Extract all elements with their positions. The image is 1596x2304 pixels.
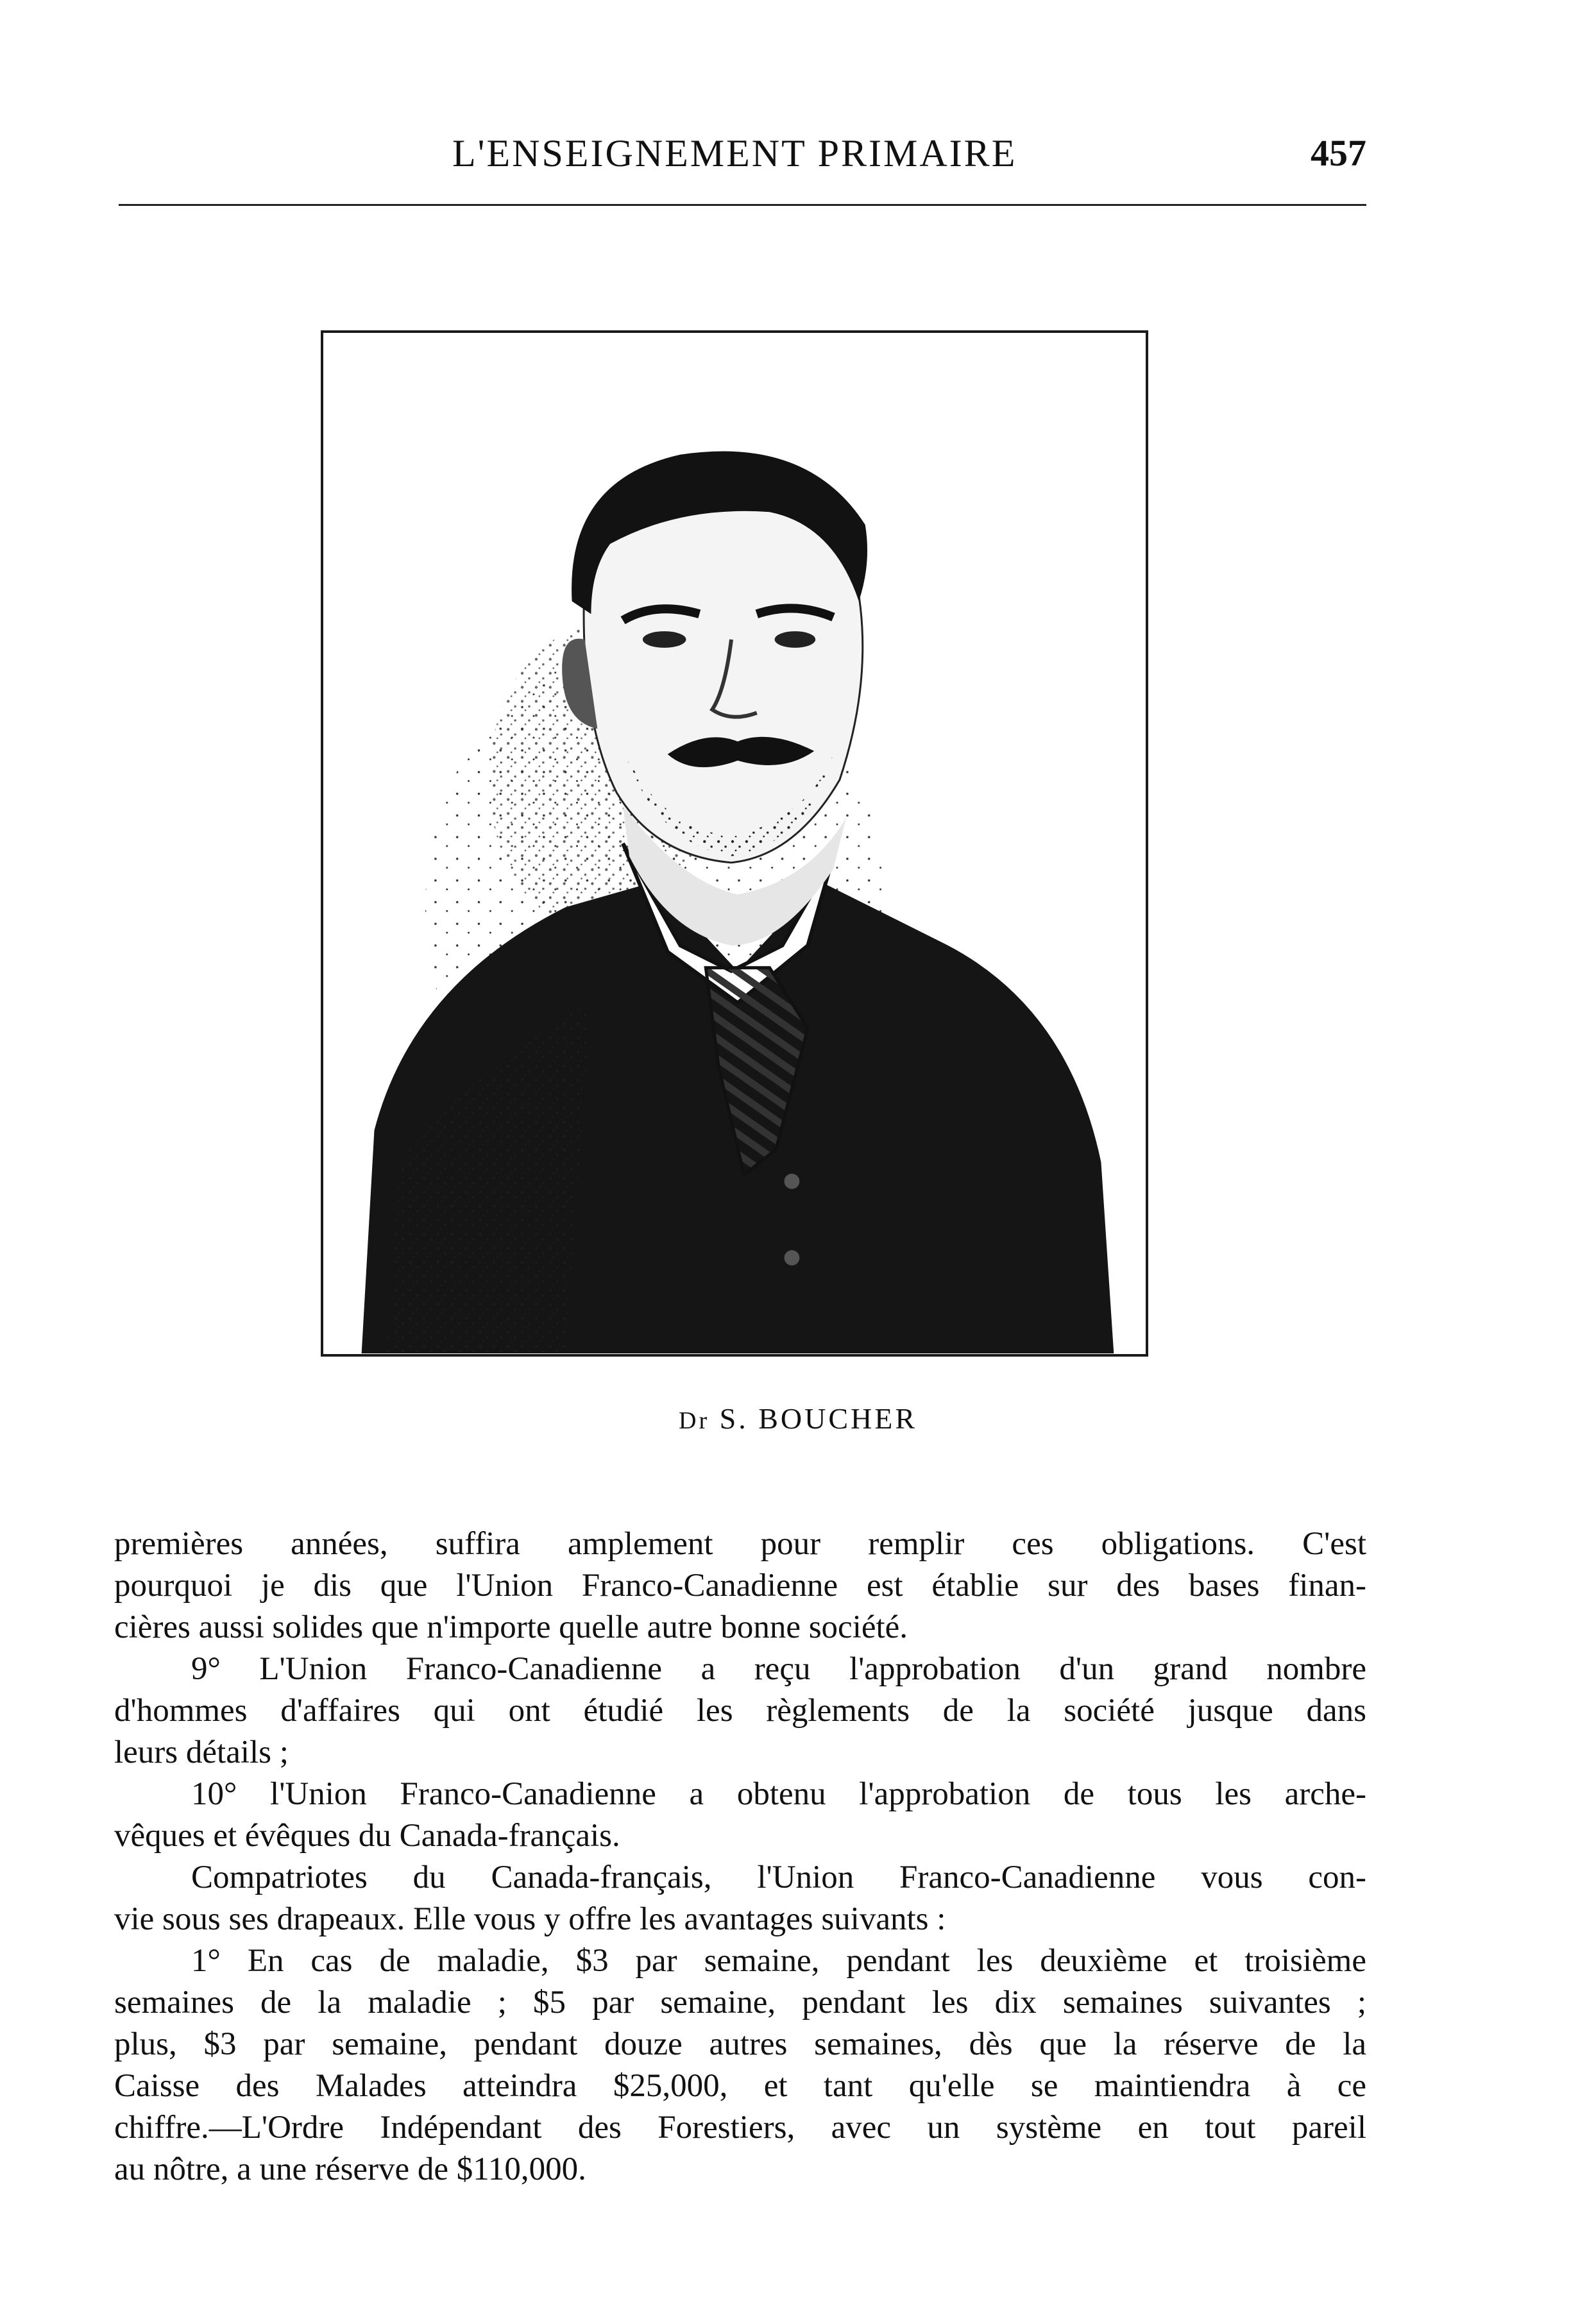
running-head <box>119 131 1366 183</box>
header-rule <box>119 204 1366 206</box>
text-line: 10° l'Union Franco-Canadienne a obtenu l'approbation de tous les arche- <box>191 1776 1366 1812</box>
text-line: au nôtre, a une réserve de $110,000. <box>114 2151 586 2187</box>
text-line: leurs détails ; <box>114 1734 289 1770</box>
text-line: pourquoi je dis que l'Union Franco-Canadienne est établie sur des bases finan- <box>114 1568 1366 1604</box>
text-line: 9° L'Union Franco-Canadienne a reçu l'approbation d'un grand nombre <box>191 1651 1366 1687</box>
text-line: premières années, suffira amplement pour remplir ces obligations. C'est <box>114 1526 1366 1562</box>
text-line: d'hommes d'affaires qui ont étudié les règlements de la société jusque dans <box>114 1693 1366 1729</box>
figure-caption <box>0 1402 1596 1436</box>
caption-name: S. BOUCHER <box>719 1402 917 1435</box>
body-text <box>114 1523 1366 2190</box>
text-line: plus, $3 par semaine, pendant douze autres semaines, dès que la réserve de la <box>114 2026 1366 2062</box>
caption-prefix: Dr <box>679 1407 710 1434</box>
text-line: vie sous ses drapeaux. Elle vous y offre les avantages suivants : <box>114 1901 946 1937</box>
portrait-illustration <box>323 333 1146 1354</box>
text-line: cières aussi solides que n'importe quelle autre bonne société. <box>114 1609 908 1645</box>
text-line: 1° En cas de maladie, $3 par semaine, pendant les deuxième et troisième <box>191 1943 1366 1979</box>
text-line: Compatriotes du Canada-français, l'Union Franco-Canadienne vous con- <box>191 1859 1366 1895</box>
text-line: vêques et évêques du Canada-français. <box>114 1818 620 1854</box>
running-title: L'ENSEIGNEMENT PRIMAIRE <box>452 132 1017 174</box>
text-line: semaines de la maladie ; $5 par semaine, pendant les dix semaines suivantes ; <box>114 1985 1366 2020</box>
portrait-image <box>321 330 1148 1357</box>
page-number: 457 <box>1311 132 1366 174</box>
text-line: chiffre.—L'Ordre Indépendant des Forestiers, avec un système en tout pareil <box>114 2110 1366 2146</box>
text-line: Caisse des Malades atteindra $25,000, et tant qu'elle se maintiendra à ce <box>114 2068 1366 2104</box>
